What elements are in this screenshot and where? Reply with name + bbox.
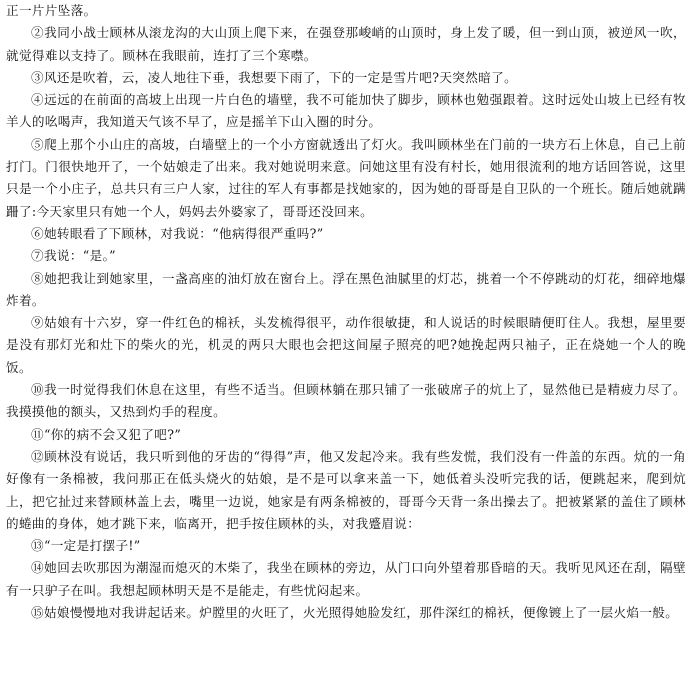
paragraph-8: ⑧她把我让到她家里，一盏高座的油灯放在窗台上。浮在黑色油腻里的灯芯，挑着一个不停跳动的灯花，细碎地爆炸着。 [6, 270, 686, 308]
paragraph-3: ③风还是吹着，云，凌人地往下垂，我想要下雨了，下的一定是雪片吧?天突然暗了。 [31, 69, 518, 85]
paragraph-6: ⑥她转眼看了下顾林，对我说：“他病得很严重吗?” [31, 225, 324, 241]
document-body [6, 0, 686, 624]
paragraph-14: ⑭她回去吹那因为潮湿而熄灭的木柴了，我坐在顾林的旁边，从门口向外望着那昏暗的天。我听见风还在刮，隔壁有一只驴子在叫。我想起顾林明天是不是能走，有些忧闷起来。 [6, 560, 686, 598]
paragraph-12: ⑫顾林没有说话，我只听到他的牙齿的“得得”声，他又发起冷来。我有些发慌，我们没有一件盖的东西。炕的一角好像有一条棉被，我问那正在低头烧火的姑娘，是不是可以拿来盖一下，她低着头没听完我的话，便跳起来，爬到炕上，把它扯过来替顾林盖上去，嘴里一边说，她家是有两条棉被的，哥哥今天背一条出操去了。把被紧紧的盖住了顾林的蜷曲的身体，她才跳下来，临离开，把手按住顾林的头，对我蹙眉说： [6, 448, 686, 531]
paragraph-11: ⑪“你的病不会又犯了吧?” [31, 426, 182, 442]
paragraph-10: ⑩我一时觉得我们休息在这里，有些不适当。但顾林躺在那只铺了一张破席子的炕上了，显然他已是精疲力尽了。我摸摸他的额头，又热到灼手的程度。 [6, 382, 686, 420]
paragraph-7: ⑦我说：“是。” [31, 248, 116, 264]
paragraph-9: ⑨姑娘有十六岁，穿一件红色的棉袄，头发梳得很平，动作很敏捷，和人说话的时候眼睛便盯住人。我想，屋里要是没有那灯光和灶下的柴火的光，机灵的两只大眼也会把这间屋子照亮的吧?她挽起两只袖子，正在烧她一个人的晚饭。 [6, 315, 686, 375]
paragraph-1-continued: 正一片片坠落。 [6, 3, 97, 18]
paragraph-13: ⑬“一定是打摆子!” [31, 538, 141, 554]
paragraph-2: ②我同小战士顾林从滚龙沟的大山顶上爬下来，在强登那峻峭的山顶时，身上发了暖，但一到山顶，被逆风一吹，就觉得难以支持了。顾林在我眼前，连打了三个寒噤。 [6, 25, 686, 63]
paragraph-4: ④远远的在前面的高坡上出现一片白色的墙壁，我不可能加快了脚步，顾林也勉强跟着。这时远处山坡上已经有牧羊人的吆喝声，我知道天气该不早了，应是摇羊下山入圈的时分。 [6, 92, 686, 130]
paragraph-5: ⑤爬上那个小山庄的高坡，白墙壁上的一个小方窗就透出了灯火。我叫顾林坐在门前的一块方石上休息，自己上前打门。门很快地开了，一个姑娘走了出来。我对她说明来意。问她这里有没有村长，她用很流利的地方话回答说，这里只是一个小庄子，总共只有三户人家，过往的军人有事都是找她家的，因为她的哥哥是自卫队的一个班长。随后她就蹒跚了:今天家里只有她一个人，妈妈去外婆家了，哥哥还没回来。 [6, 136, 686, 219]
paragraph-15: ⑮姑娘慢慢地对我讲起话来。炉膛里的火旺了，火光照得她脸发红，那件深红的棉袄，便像镀上了一层火焰一般。 [31, 605, 679, 621]
